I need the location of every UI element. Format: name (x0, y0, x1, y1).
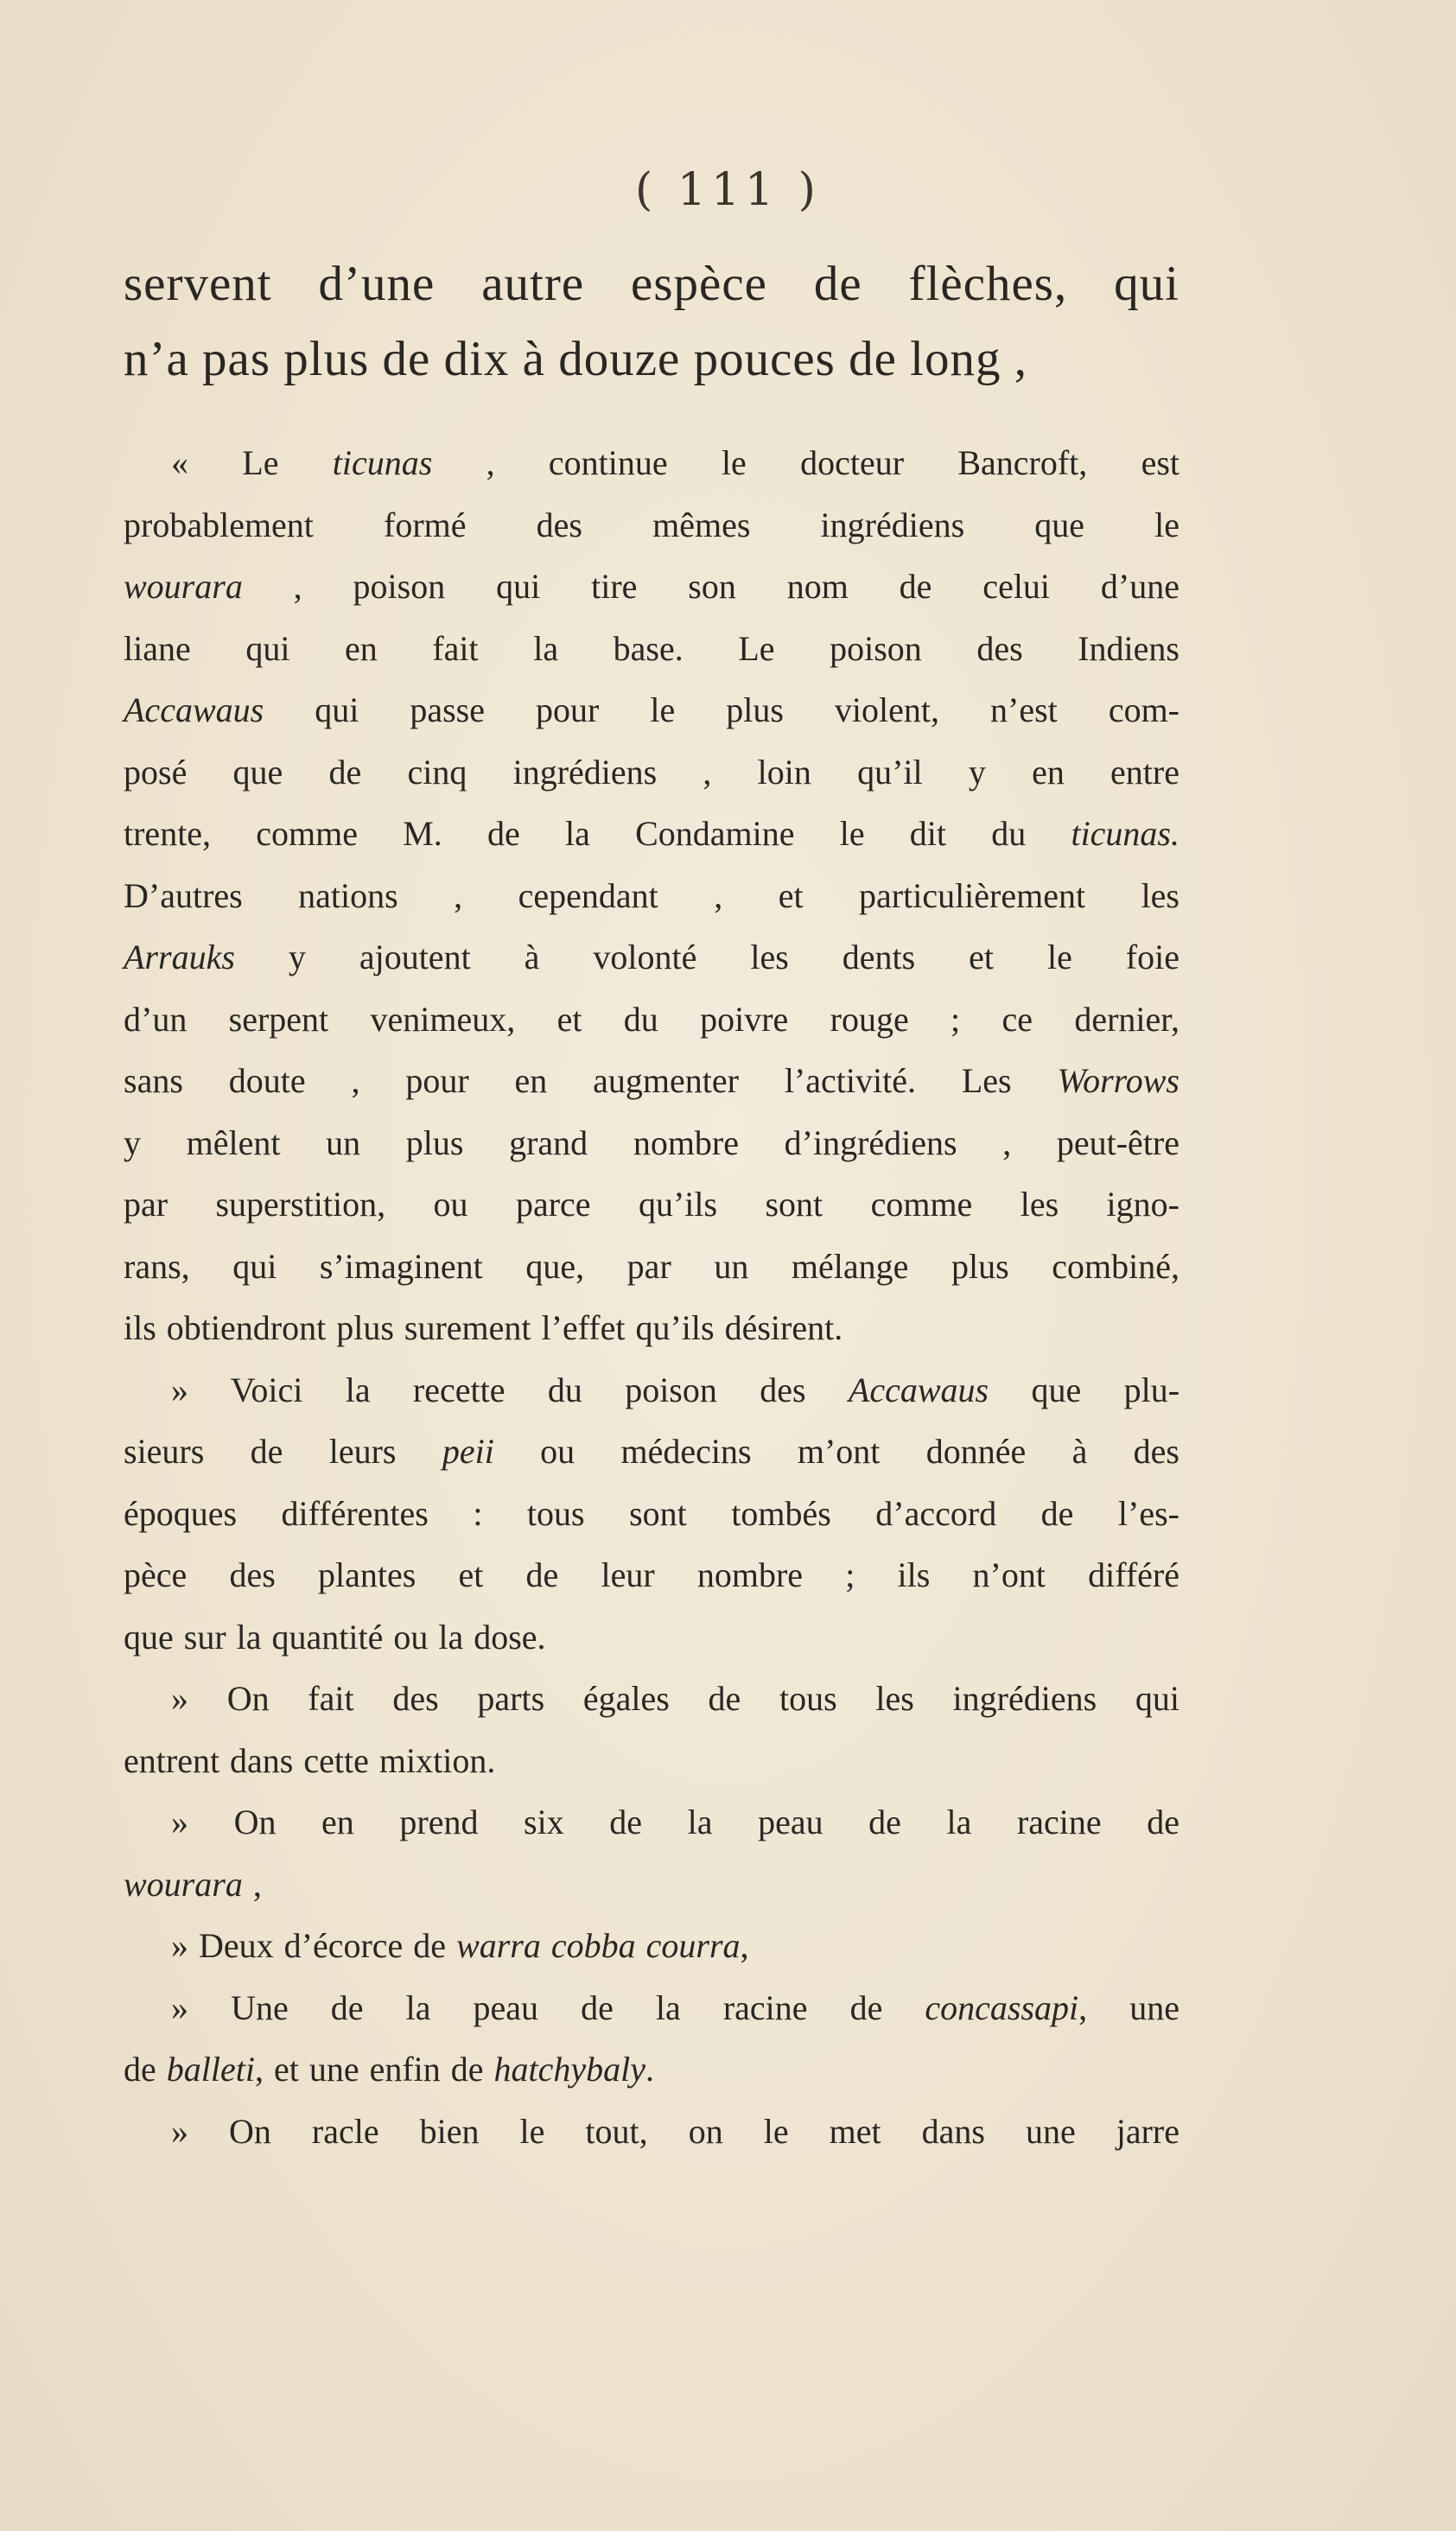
text-line: D’autres nations , cependant , et particulièrement les (124, 875, 1179, 915)
text-line: y mêlent un plus grand nombre d’ingrédiens , peut-être (124, 1122, 1179, 1162)
text-line: n’a pas plus de dix à douze pouces de long , (124, 332, 1027, 386)
italic-term: balleti (166, 2050, 255, 2089)
italic-term: peii (442, 1432, 494, 1471)
paragraph (124, 432, 1179, 1359)
text-line: » Deux d’écorce de warra cobba courra, (171, 1926, 749, 1965)
text-line: servent d’une autre espèce de flèches, qui (124, 257, 1179, 311)
page-number: ( 111 ) (635, 164, 821, 216)
text-line: sans doute , pour en augmenter l’activité. Les Worrows (124, 1061, 1179, 1100)
text-line: rans, qui s’imaginent que, par un mélange plus combiné, (124, 1246, 1179, 1286)
italic-term: Accawaus (848, 1370, 989, 1409)
text-line: par superstition, ou parce qu’ils sont comme les igno- (124, 1185, 1179, 1224)
paragraph (124, 1791, 1179, 1915)
italic-term: Accawaus (124, 690, 264, 729)
text-line: d’un serpent venimeux, et du poivre rouge ; ce dernier, (124, 999, 1179, 1039)
text-line: que sur la quantité ou la dose. (124, 1617, 546, 1657)
text-line: wourara , poison qui tire son nom de celui d’une (124, 567, 1179, 606)
text-line: wourara , (124, 1864, 262, 1904)
text-line: » Une de la peau de la racine de concassapi, une (171, 1987, 1179, 2027)
text-line: » On en prend six de la peau de la racine de (171, 1803, 1179, 1841)
text-line: trente, comme M. de la Condamine le dit du ticunas. (124, 814, 1179, 853)
italic-term: Arrauks (124, 938, 235, 976)
paragraph (124, 1977, 1179, 2101)
quoted-passage (124, 432, 1179, 2162)
text-line: sieurs de leurs peii ou médecins m’ont donnée à des (124, 1432, 1179, 1471)
text-line: posé que de cinq ingrédiens , loin qu’il y en entre (124, 752, 1179, 792)
text-line: liane qui en fait la base. Le poison des Indiens (124, 628, 1179, 668)
text-line: « Le ticunas , continue le docteur Bancroft, est (171, 443, 1180, 482)
text-line: de balleti, et une enfin de hatchybaly. (124, 2050, 655, 2089)
paragraph (124, 2101, 1179, 2163)
text-line: pèce des plantes et de leur nombre ; ils n’ont différé (124, 1555, 1179, 1594)
italic-term: ticunas (332, 443, 433, 482)
text-line: époques différentes : tous sont tombés d’accord de l’es- (124, 1493, 1179, 1533)
text-line: » On fait des parts égales de tous les ingrédiens qui (171, 1679, 1179, 1718)
italic-term: hatchybaly (493, 2050, 646, 2089)
text-line: entrent dans cette mixtion. (124, 1740, 496, 1780)
paragraph (124, 1668, 1179, 1791)
text-line: ils obtiendront plus surement l’effet qu’ils désirent. (124, 1308, 843, 1347)
text-line: Arrauks y ajoutent à volonté les dents et le foie (124, 938, 1179, 976)
italic-term: warra cobba courra (456, 1926, 741, 1965)
paragraph (124, 1359, 1179, 1669)
paragraph (124, 1915, 1179, 1977)
italic-term: Worrows (1057, 1061, 1179, 1100)
continuation-text (124, 246, 1179, 397)
italic-term: wourara (124, 567, 243, 606)
text-line: Accawaus qui passe pour le plus violent, n’est com- (124, 690, 1179, 729)
italic-term: ticunas. (1071, 814, 1179, 853)
text-line: probablement formé des mêmes ingrédiens que le (124, 505, 1179, 544)
text-line: » Voici la recette du poison des Accawaus que plu- (171, 1370, 1180, 1409)
text-line: » On racle bien le tout, on le met dans une jarre (171, 2111, 1179, 2151)
italic-term: wourara (124, 1864, 243, 1904)
italic-term: concassapi (925, 1987, 1079, 2027)
